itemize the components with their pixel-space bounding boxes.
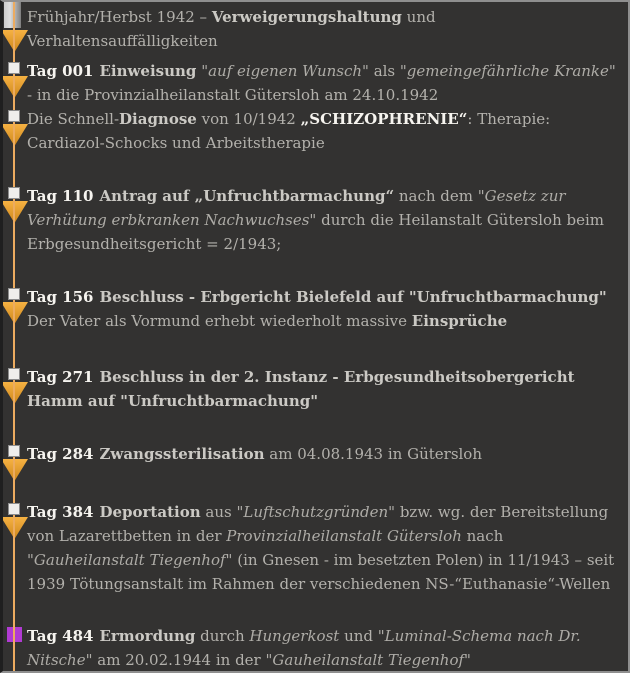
text-segment: Tag 484 <box>27 627 94 645</box>
text-segment: "Luftschutzgründen" <box>236 503 396 521</box>
text-segment: Provinzialheilanstalt Gütersloh <box>226 527 462 545</box>
text-segment: "Luminal-Schema nach Dr. Nitsche" <box>27 627 581 669</box>
text-segment: Verweigerungshaltung <box>211 8 402 26</box>
text-segment: bzw. wg. der Bereitstellung von Lazarettbetten in der <box>27 503 609 545</box>
text-segment: und <box>339 627 378 645</box>
text-segment: am 04.08.1943 in Gütersloh <box>264 445 483 463</box>
text-segment: nach dem <box>394 187 478 205</box>
text-segment: Hungerkost <box>249 627 340 645</box>
text-segment: "auf eigenen Wunsch" <box>201 62 369 80</box>
text-segment: durch die Heilanstalt Gütersloh beim Erbgesundheitsgericht = 2/1943; <box>27 211 604 253</box>
entry-text <box>27 500 619 596</box>
text-segment: Der Vater als Vormund erhebt wiederholt massive <box>27 312 412 330</box>
entry-text <box>27 107 619 155</box>
text-segment: Tag 384 <box>27 503 94 521</box>
text-segment: Einsprüche <box>411 312 508 330</box>
text-segment: durch <box>195 627 250 645</box>
event-marker-square <box>8 187 20 199</box>
text-segment: Antrag auf „Unfruchtbarmachung“ <box>99 187 395 205</box>
text-segment: (in Gnesen - im besetzten Polen) in 11/1943 – seit 1939 Tötungsanstalt im Rahmen der verschiedenen NS-“Euthanasie“-Wellen <box>27 551 615 593</box>
text-segment: Beschluss in der 2. Instanz - Erbgesundheitsobergericht Hamm auf "Unfruchtbarmachung" <box>27 368 575 410</box>
text-segment: am 20.02.1944 in der <box>92 651 266 669</box>
text-segment: Die Schnell- <box>27 110 120 128</box>
text-segment: "Gesetz zur Verhütung erbkranken Nachwuchses" <box>27 187 566 229</box>
text-segment: als <box>368 62 400 80</box>
text-segment: Tag 284 <box>27 445 94 463</box>
text-segment: Ermordung <box>99 627 196 645</box>
text-segment: Frühjahr/Herbst 1942 – <box>27 8 212 26</box>
entry-text <box>27 285 619 333</box>
text-segment: "Gauheilanstalt Tiegenhof" <box>265 651 471 669</box>
event-marker-square <box>8 368 20 380</box>
text-segment: Zwangssterilisation <box>99 445 265 463</box>
event-marker-square <box>8 62 20 74</box>
text-segment: Tag 271 <box>27 368 94 386</box>
text-segment: „SCHIZOPHRENIE“ <box>300 110 468 128</box>
timeline-axis-line <box>13 0 15 673</box>
text-segment: Diagnose <box>119 110 197 128</box>
text-segment: : Therapie: Cardiazol-Schocks und Arbeitstherapie <box>27 110 551 152</box>
text-segment: und Verhaltensauffälligkeiten <box>27 8 436 50</box>
entry-text <box>27 184 619 256</box>
text-segment: Beschluss - Erbgericht Bielefeld auf "Unfruchtbarmachung" <box>99 288 607 306</box>
text-segment: Tag 110 <box>27 187 94 205</box>
event-marker-square <box>8 288 20 300</box>
text-segment: - in die Provinzialheilanstalt Gütersloh am 24.10.1942 <box>27 86 439 104</box>
event-marker-square <box>8 503 20 515</box>
text-segment: Deportation <box>99 503 201 521</box>
event-marker-square <box>8 445 20 457</box>
entry-text <box>27 442 619 466</box>
text-segment: nach <box>461 527 504 545</box>
text-segment: "gemeingefährliche Kranke" <box>399 62 616 80</box>
text-segment: aus <box>200 503 237 521</box>
entry-text <box>27 59 619 107</box>
text-segment: von 10/1942 <box>196 110 301 128</box>
text-segment: Einweisung <box>99 62 197 80</box>
entry-text <box>27 5 619 53</box>
text-segment: Tag 156 <box>27 288 94 306</box>
entry-text <box>27 365 619 413</box>
text-segment: "Gauheilanstalt Tiegenhof" <box>27 551 233 569</box>
event-marker-square <box>8 110 20 122</box>
entry-text <box>27 624 619 672</box>
text-segment: Tag 001 <box>27 62 94 80</box>
